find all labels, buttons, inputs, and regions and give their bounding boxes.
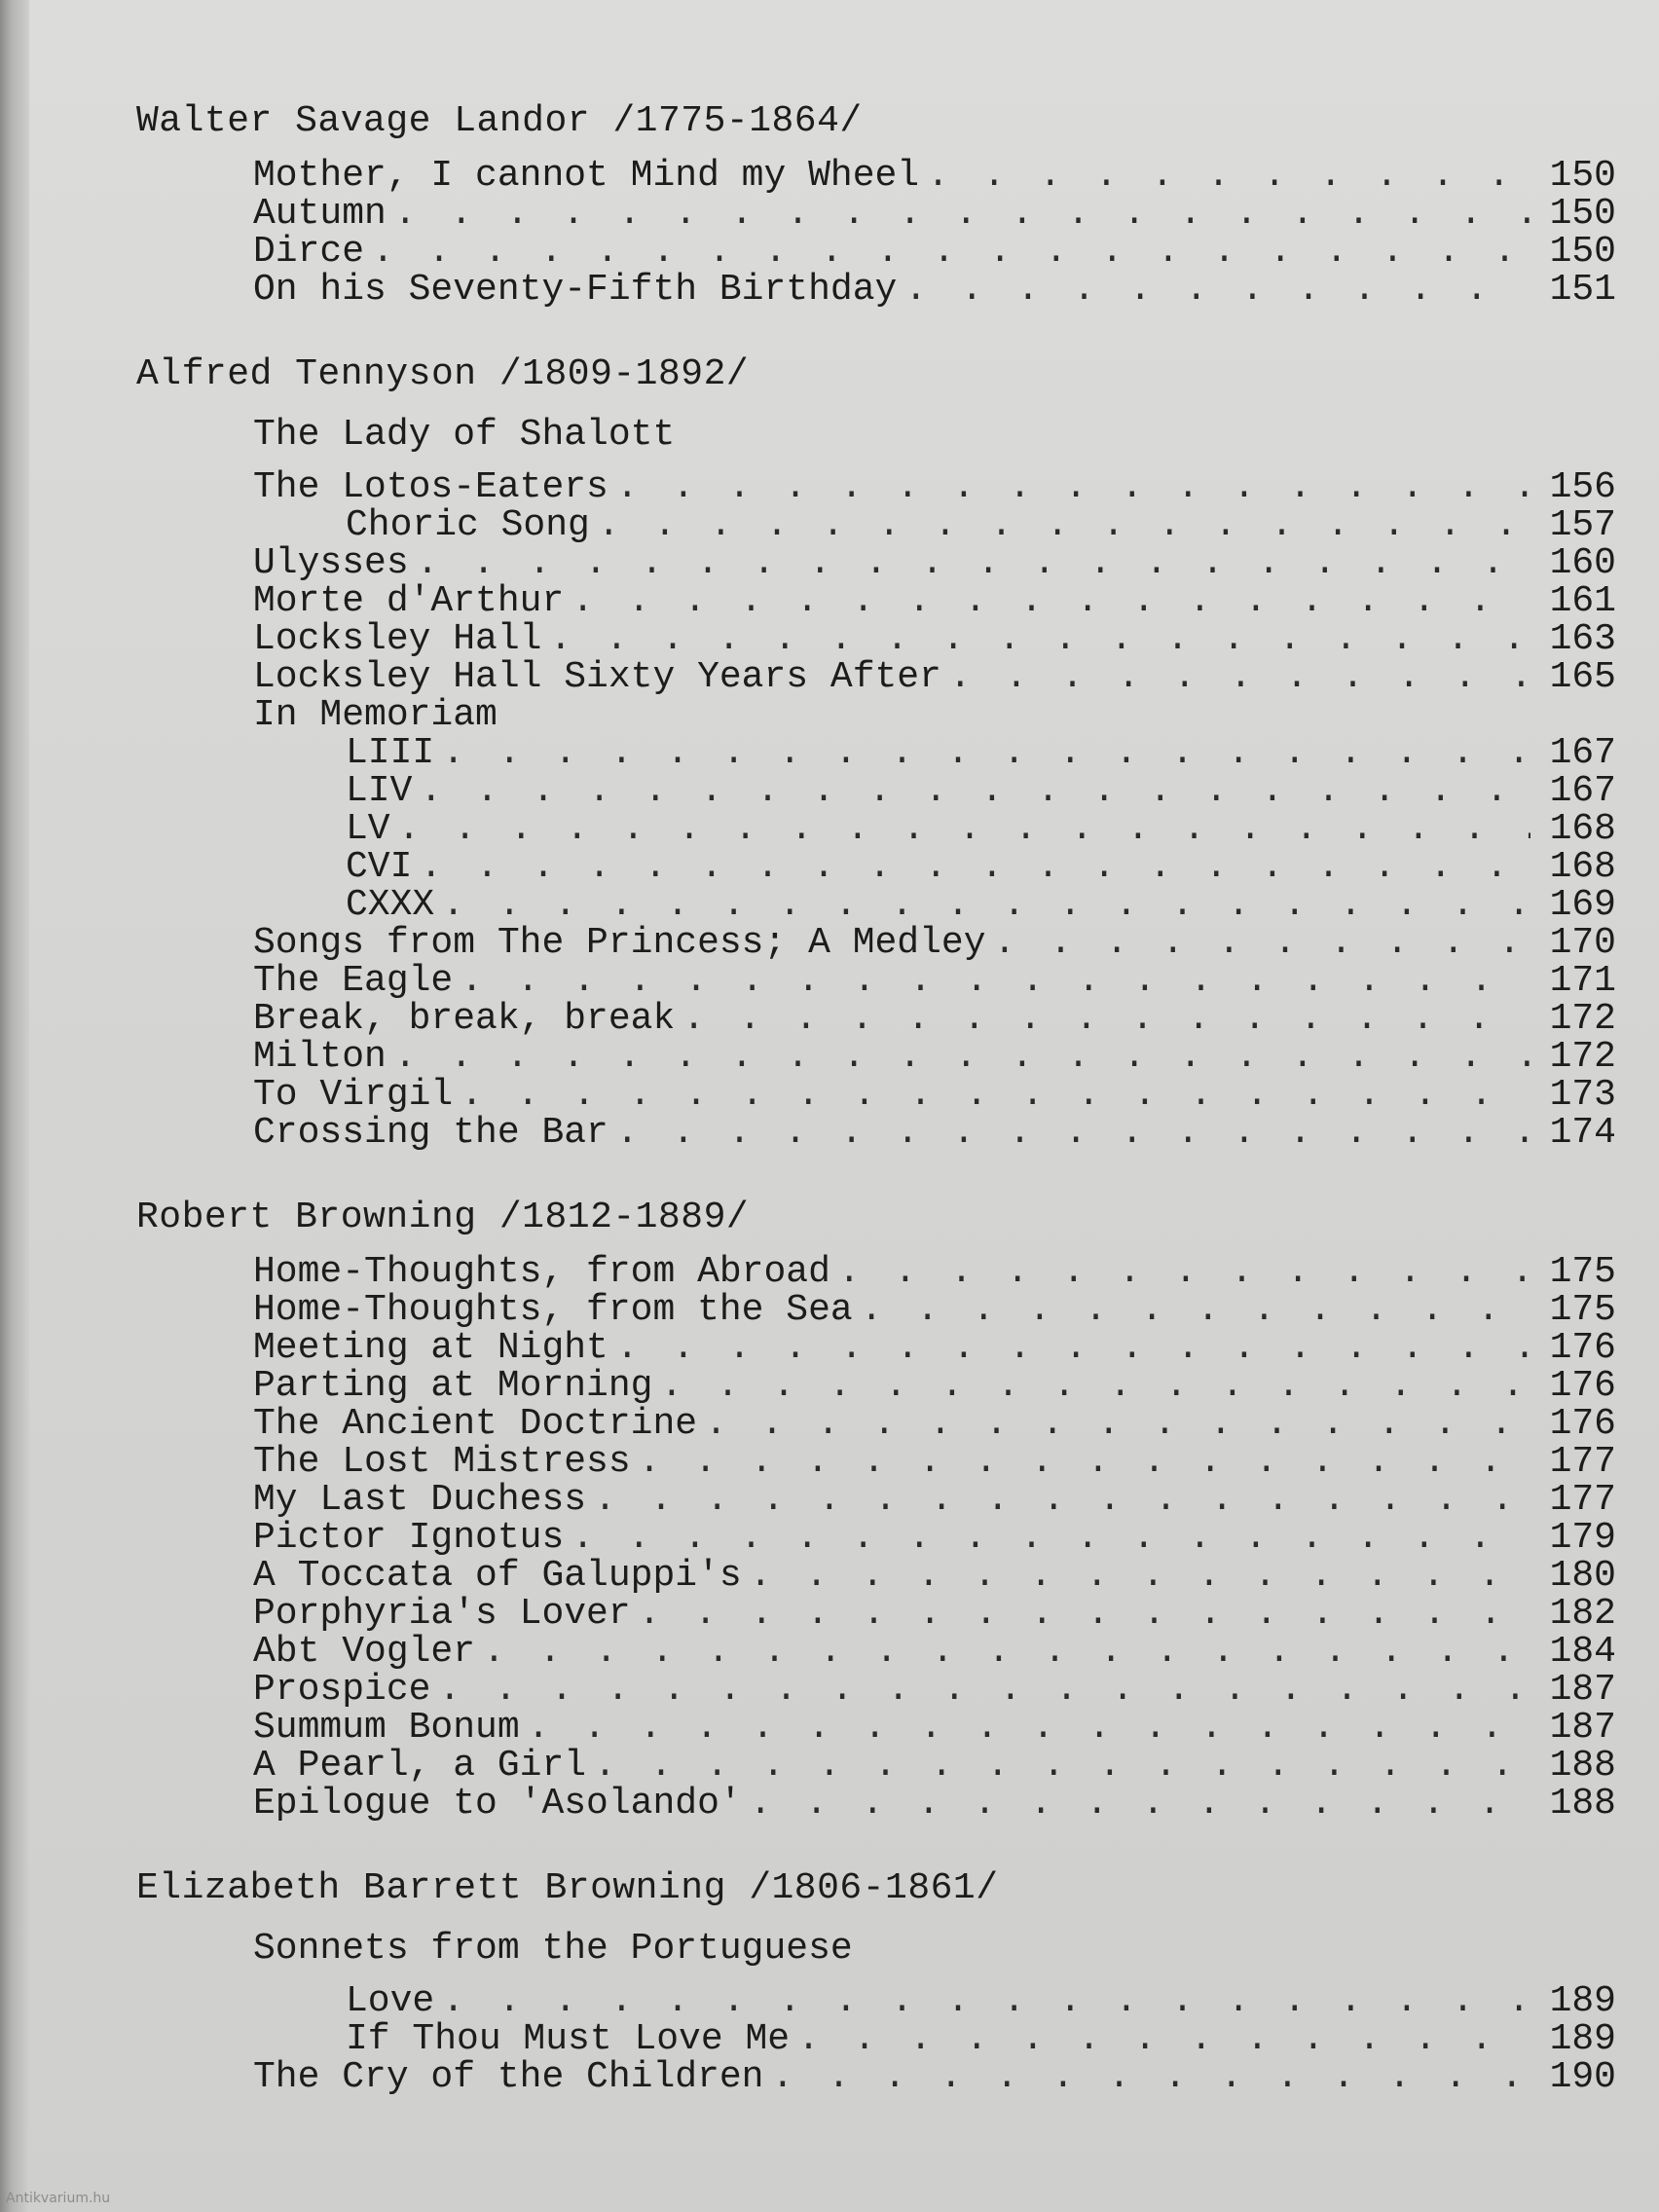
page-number: 187 [1549,1707,1616,1749]
author-heading: Alfred Tennyson /1809-1892/ [136,353,750,395]
toc-entry [136,1481,1616,1519]
toc-entry [136,1982,1616,2020]
page-number: 151 [1549,269,1616,311]
dot-leader [639,1595,1530,1633]
page-number: 170 [1549,922,1616,964]
dot-leader [528,1709,1530,1747]
page-number: 167 [1549,770,1616,812]
toc-entry [136,1076,1616,1114]
group-title: The Lady of Shalott [253,414,676,456]
dot-leader [571,582,1530,620]
toc-entry [136,1405,1616,1443]
page-number: 160 [1549,542,1616,584]
page-number: 172 [1549,1036,1616,1078]
dot-leader [994,924,1530,962]
entry-title: Locksley Hall Sixty Years After [253,656,941,698]
table-of-contents [136,92,1616,2133]
page-number: 161 [1549,580,1616,622]
entry-title: Dirce [253,231,365,273]
dot-leader [483,1633,1530,1671]
page-number: 176 [1549,1403,1616,1445]
page-number: 177 [1549,1479,1616,1521]
entry-title: A Toccata of Galuppi's [253,1555,742,1597]
entry-title: The Cry of the Children [253,2056,764,2098]
entry-title: CXXX [346,884,435,926]
entry-title: Morte d'Arthur [253,580,565,622]
toc-entry [136,1291,1616,1329]
entry-title: Choric Song [346,504,590,546]
page-number: 165 [1549,656,1616,698]
entry-title: Autumn [253,193,387,235]
toc-entry [136,157,1616,195]
toc-entry [136,1253,1616,1291]
dot-leader [594,1747,1530,1785]
entry-title: Break, break, break [253,998,676,1040]
dot-leader [420,848,1530,886]
page-number: 156 [1549,466,1616,508]
page-number: 150 [1549,155,1616,197]
entry-title: Home-Thoughts, from Abroad [253,1251,830,1293]
page-number: 173 [1549,1074,1616,1116]
toc-entry [136,1633,1616,1671]
author-section [136,92,1616,309]
dot-leader [616,468,1530,506]
entry-title: LIV [346,770,413,812]
toc-entry [136,1709,1616,1747]
entry-title: Ulysses [253,542,409,584]
dot-leader [750,1557,1530,1595]
toc-entry [136,962,1616,1000]
entry-title: Home-Thoughts, from the Sea [253,1289,853,1331]
page-number: 188 [1549,1745,1616,1787]
entry-title: Milton [253,1036,387,1078]
entry-title: Love [346,1980,435,2022]
page-number: 168 [1549,846,1616,888]
entry-title: The Eagle [253,960,454,1002]
page-number: 190 [1549,2056,1616,2098]
entry-title: Epilogue to 'Asolando' [253,1783,742,1825]
author-heading: Elizabeth Barrett Browning /1806-1861/ [136,1867,999,1909]
dot-leader [420,772,1530,810]
entry-title: My Last Duchess [253,1479,587,1521]
entry-title: In Memoriam [253,694,498,736]
dot-leader [927,157,1530,195]
toc-entry [136,468,1616,506]
toc-entry [136,1329,1616,1367]
page-number: 168 [1549,808,1616,850]
entry-title: On his Seventy-Fifth Birthday [253,269,898,311]
entry-title: Pictor Ignotus [253,1517,565,1559]
author-section [136,346,1616,1152]
toc-entry [136,2058,1616,2096]
dot-leader [660,1367,1530,1405]
page-number: 188 [1549,1783,1616,1825]
toc-entry [136,1000,1616,1038]
dot-leader [861,1291,1530,1329]
page-number: 167 [1549,732,1616,774]
toc-entry [136,506,1616,544]
toc-entry [136,195,1616,233]
dot-leader [594,1481,1530,1519]
binding-edge [0,0,29,2212]
dot-leader [394,1038,1530,1076]
page-number: 157 [1549,504,1616,546]
dot-leader [394,195,1530,233]
page-number: 180 [1549,1555,1616,1597]
entry-title: Prospice [253,1669,431,1711]
page-number: 171 [1549,960,1616,1002]
dot-leader [549,620,1530,658]
dot-leader [417,544,1530,582]
entry-title: The Lost Mistress [253,1441,631,1483]
dot-leader [616,1114,1530,1152]
dot-leader [949,658,1530,696]
toc-entry [136,582,1616,620]
toc-entry [136,1595,1616,1633]
dot-leader [682,1000,1530,1038]
toc-entry [136,1519,1616,1557]
entry-title: Meeting at Night [253,1327,608,1369]
page-number: 187 [1549,1669,1616,1711]
dot-leader [797,2020,1530,2058]
entry-title: LIII [346,732,435,774]
page-number: 184 [1549,1631,1616,1673]
toc-entry [136,924,1616,962]
page-number: 169 [1549,884,1616,926]
dot-leader [750,1785,1530,1823]
toc-entry [136,233,1616,271]
dot-leader [571,1519,1530,1557]
dot-leader [442,886,1530,924]
entry-title: If Thou Must Love Me [346,2018,791,2060]
toc-entry [136,1785,1616,1823]
entry-title: Songs from The Princess; A Medley [253,922,986,964]
page-number: 182 [1549,1593,1616,1635]
dot-leader [639,1443,1530,1481]
toc-entry [136,1367,1616,1405]
toc-entry [136,772,1616,810]
toc-entry [136,1671,1616,1709]
dot-leader [398,810,1530,848]
page-number: 179 [1549,1517,1616,1559]
entry-title: Parting at Morning [253,1365,653,1407]
toc-entry [136,658,1616,696]
dot-leader [772,2058,1531,2096]
entry-title: To Virgil [253,1074,454,1116]
toc-entry [136,1443,1616,1481]
author-heading: Robert Browning /1812-1889/ [136,1197,750,1238]
author-heading: Walter Savage Landor /1775-1864/ [136,100,863,142]
watermark: Antikvarium.hu [6,2191,111,2206]
entry-title: Mother, I cannot Mind my Wheel [253,155,920,197]
toc-entry [136,810,1616,848]
page-number: 177 [1549,1441,1616,1483]
page-number: 163 [1549,618,1616,660]
page-number: 175 [1549,1251,1616,1293]
toc-entry [136,848,1616,886]
dot-leader [442,1982,1530,2020]
entry-title: Locksley Hall [253,618,542,660]
entry-title: Crossing the Bar [253,1112,608,1154]
page-number: 176 [1549,1365,1616,1407]
toc-entry [136,886,1616,924]
dot-leader [838,1253,1530,1291]
entry-title: Porphyria's Lover [253,1593,631,1635]
dot-leader [598,506,1530,544]
toc-entry [136,734,1616,772]
toc-entry [136,696,1616,734]
page-number: 189 [1549,2018,1616,2060]
toc-entry [136,271,1616,309]
entry-title: CVI [346,846,413,888]
entry-title: The Lotos-Eaters [253,466,608,508]
page-number: 150 [1549,231,1616,273]
toc-entry [136,1114,1616,1152]
dot-leader [705,1405,1530,1443]
dot-leader [372,233,1530,271]
toc-entry [136,1557,1616,1595]
page-number: 175 [1549,1289,1616,1331]
entry-title: Abt Vogler [253,1631,476,1673]
author-section [136,1189,1616,1823]
toc-entry [136,1038,1616,1076]
page-number: 172 [1549,998,1616,1040]
dot-leader [616,1329,1530,1367]
author-section [136,1860,1616,2096]
dot-leader [438,1671,1530,1709]
entry-title: The Ancient Doctrine [253,1403,698,1445]
toc-entry [136,2020,1616,2058]
entry-title: A Pearl, a Girl [253,1745,587,1787]
entry-title: LV [346,808,390,850]
page-number: 176 [1549,1327,1616,1369]
toc-entry [136,1747,1616,1785]
group-title: Sonnets from the Portuguese [253,1928,853,1970]
entry-title: Summum Bonum [253,1707,520,1749]
toc-entry [136,544,1616,582]
page-number: 150 [1549,193,1616,235]
dot-leader [904,271,1530,309]
dot-leader [442,734,1530,772]
page-number: 189 [1549,1980,1616,2022]
dot-leader [461,1076,1530,1114]
dot-leader [461,962,1530,1000]
toc-entry [136,620,1616,658]
page-number: 174 [1549,1112,1616,1154]
